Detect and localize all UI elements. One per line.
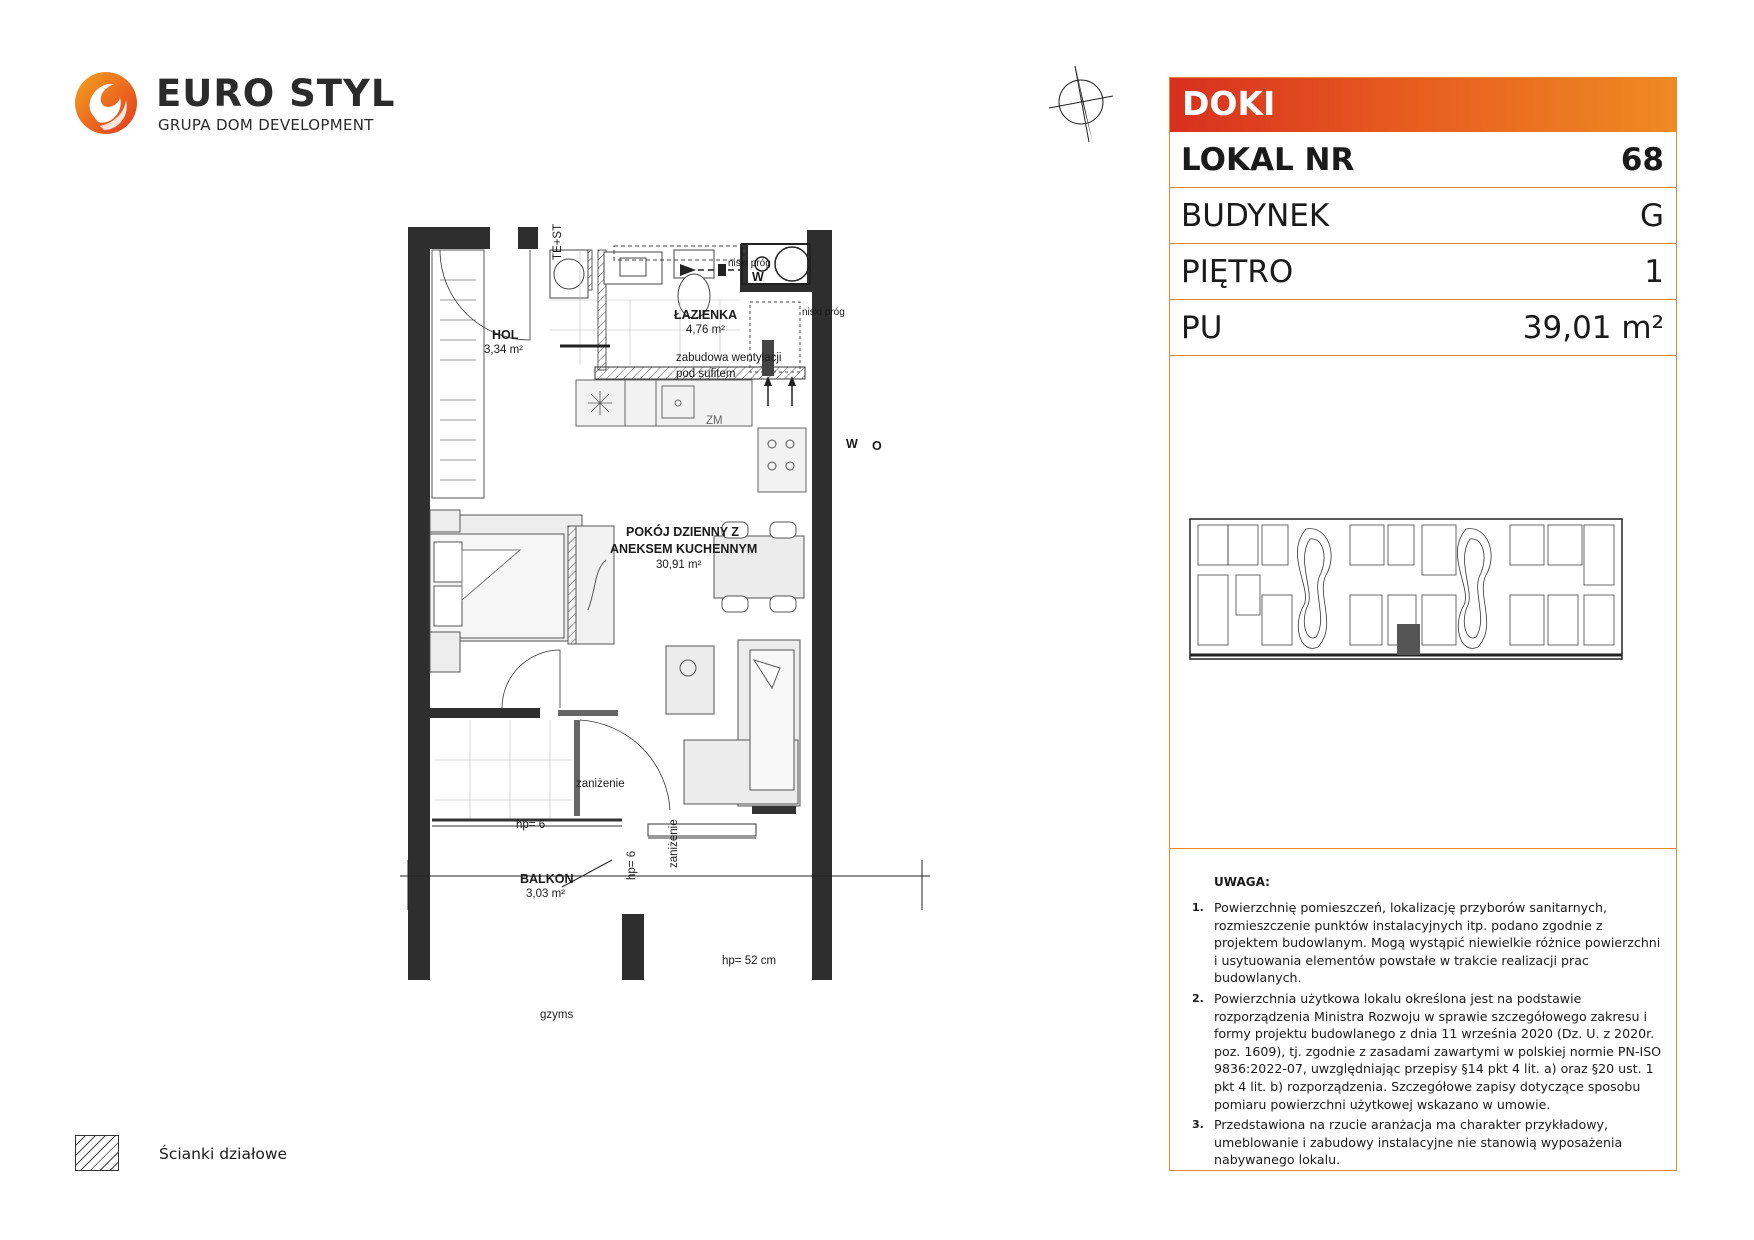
- room-name-balkon: BALKON: [520, 872, 574, 886]
- room-area-lazienka: 4,76 m²: [686, 324, 725, 336]
- room-name-pokoj-2: ANEKSEM KUCHENNYM: [610, 542, 758, 556]
- logo: [74, 70, 394, 140]
- room-area-balkon: 3,03 m²: [526, 888, 565, 900]
- room-name-hol: HOL: [492, 328, 519, 342]
- room-name-pokoj: POKÓJ DZIENNY Z: [626, 525, 739, 539]
- notes-list: [1192, 899, 1662, 1172]
- floor-plan-drawing: [400, 220, 930, 1040]
- gzyms-label: gzyms: [540, 1009, 574, 1021]
- w-label-2: W: [846, 437, 858, 451]
- building-key-plan: [1188, 515, 1624, 665]
- unit-highlight: [1397, 624, 1420, 655]
- info-row-pietro: [1170, 244, 1676, 300]
- info-key: PIĘTRO: [1181, 254, 1294, 290]
- w-label-1: W: [752, 270, 764, 284]
- info-value: 39,01 m²: [1522, 310, 1664, 346]
- euro-styl-logo-icon: [74, 70, 138, 136]
- room-area-hol: 3,34 m²: [484, 344, 523, 356]
- notes-title: UWAGA:: [1214, 875, 1270, 889]
- floor-plan: [400, 220, 930, 1040]
- info-row-pu: [1170, 300, 1676, 356]
- info-value: 68: [1620, 142, 1664, 178]
- o-label: O: [872, 439, 882, 453]
- hp-label-1: hp= 6: [516, 819, 546, 831]
- notes-section: [1170, 848, 1676, 1171]
- note-text: Powierzchnia użytkowa lokalu określona jest na podstawie rozporządzenia Ministra Rozwoju w sprawie szczegółowego zakresu i formy projektu budowlanego z dnia 11 września 2020 (Dz. U. z 2020r. poz. 1609), tj. zgodnie z zasadami zawartymi w polskiej normie PN-ISO 9836:2022-07, uwzględniając przepisy §14 pkt 4 lit. a) oraz §20 ust. 1 pkt 4 lit. b) rozporządzenia. Szczegółowe zapisy dotyczące sposobu pomiaru powierzchni użytkowej wskazano w umowie.: [1214, 990, 1662, 1112]
- info-key: LOKAL NR: [1181, 142, 1355, 178]
- info-row-budynek: [1170, 188, 1676, 244]
- brand-name: EURO STYL: [156, 72, 396, 115]
- te-st-label: TE+ST: [552, 223, 564, 260]
- hp-52-label: hp= 52 cm: [722, 955, 777, 967]
- legend: [75, 1135, 335, 1175]
- note-number: 3.: [1192, 1118, 1204, 1132]
- zanizenie-label-2: zaniżenie: [668, 819, 680, 868]
- niski-prog-label-2: niski próg: [802, 307, 845, 318]
- hatch-pattern-icon: [75, 1135, 119, 1171]
- room-name-lazienka: ŁAZIENKA: [674, 308, 738, 322]
- info-row-lokal: [1170, 132, 1676, 188]
- note-item: [1192, 990, 1662, 1113]
- project-name: DOKI: [1182, 84, 1276, 123]
- brand-subtitle: GRUPA DOM DEVELOPMENT: [158, 116, 374, 134]
- zm-label: ZM: [706, 415, 723, 427]
- info-key: BUDYNEK: [1181, 198, 1330, 234]
- note-item: [1192, 899, 1662, 987]
- info-value: 1: [1644, 254, 1664, 290]
- info-key: PU: [1181, 310, 1223, 346]
- info-value: G: [1639, 198, 1664, 234]
- niski-prog-label: niski próg: [728, 258, 771, 269]
- hp-label-2: hp= 6: [626, 850, 638, 880]
- zanizenie-label-1: zaniżenie: [576, 778, 625, 790]
- north-arrow-icon: [1045, 58, 1121, 148]
- note-number: 2.: [1192, 991, 1204, 1005]
- room-area-pokoj: 30,91 m²: [656, 559, 702, 571]
- note-text: Powierzchnię pomieszczeń, lokalizację przyborów sanitarnych, rozmieszczenie punktów instalacyjnych itp. podano zgodnie z projektem budowlanym. Mogą wystąpić niewielkie różnice powierzchni i usytuowania elementów powstałe w trakcie realizacji prac budowlanych.: [1214, 900, 1661, 986]
- note-item: [1192, 1116, 1662, 1169]
- legend-label: Ścianki działowe: [159, 1145, 288, 1163]
- zabudowa-label: zabudowa wentylacji: [676, 352, 782, 364]
- project-header: [1170, 78, 1676, 132]
- note-number: 1.: [1192, 901, 1204, 914]
- note-text: Przedstawiona na rzucie aranżacja ma charakter przykładowy, umeblowanie i zabudowy instalacyjne nie stanowią wyposażenia nabywanego lokalu.: [1214, 1117, 1623, 1168]
- pod-sufitem-label: pod sufitem: [676, 368, 736, 380]
